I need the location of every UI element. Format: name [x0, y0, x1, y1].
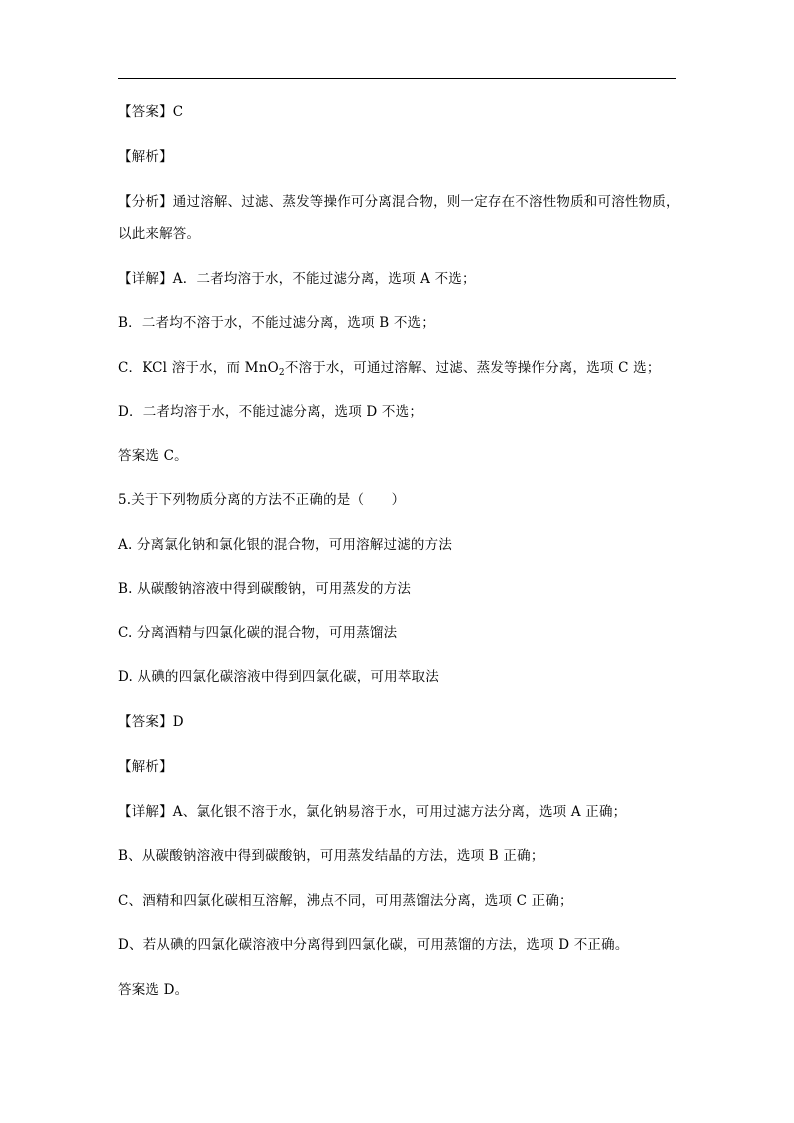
header-rule — [118, 78, 676, 79]
q5-detail-a: 【详解】A、氯化银不溶于水，氯化钠易溶于水，可用过滤方法分离，选项 A 正确； — [118, 804, 627, 820]
q5-analysis-heading: 【解析】 — [118, 759, 173, 775]
q4-detail-c — [118, 358, 678, 378]
q5-question: 5.关于下列物质分离的方法不正确的是（ ） — [118, 492, 406, 508]
q5-option-b: B. 从碳酸钠溶液中得到碳酸钠，可用蒸发的方法 — [118, 581, 412, 597]
q4-detail-c-subscript: 2 — [278, 368, 285, 378]
q4-analysis-line-2: 以此来解答。 — [118, 226, 201, 242]
q4-analysis-line-1: 【分析】通过溶解、过滤、蒸发等操作可分离混合物，则一定存在不溶性物质和可溶性物质， — [118, 194, 680, 210]
q4-detail-b: B．二者均不溶于水，不能过滤分离，选项 B 不选； — [118, 315, 435, 331]
q5-detail-d: D、若从碘的四氯化碳溶液中分离得到四氯化碳，可用蒸馏的方法，选项 D 不正确。 — [118, 937, 629, 953]
q4-answer: 【答案】C — [118, 104, 184, 120]
q4-detail-a: 【详解】A．二者均溶于水，不能过滤分离，选项 A 不选； — [118, 271, 476, 287]
q5-option-a: A. 分离氯化钠和氯化银的混合物，可用溶解过滤的方法 — [118, 537, 453, 553]
q4-detail-c-post: 不溶于水，可通过溶解、过滤、蒸发等操作分离，选项 C 选； — [284, 360, 661, 376]
q5-conclusion: 答案选 D。 — [118, 982, 189, 998]
q4-analysis-heading: 【解析】 — [118, 149, 173, 165]
q4-conclusion: 答案选 C。 — [118, 448, 188, 464]
q5-option-d: D. 从碘的四氯化碳溶液中得到四氯化碳，可用萃取法 — [118, 669, 439, 685]
q4-detail-d: D．二者均溶于水，不能过滤分离，选项 D 不选； — [118, 404, 424, 420]
q5-option-c: C. 分离酒精与四氯化碳的混合物，可用蒸馏法 — [118, 625, 398, 641]
q5-detail-b: B、从碳酸钠溶液中得到碳酸钠，可用蒸发结晶的方法，选项 B 正确； — [118, 848, 545, 864]
q5-answer: 【答案】D — [118, 714, 184, 730]
q4-detail-c-pre: C．KCl 溶于水，而 MnO — [118, 360, 279, 376]
q5-detail-c: C、酒精和四氯化碳相互溶解，沸点不同，可用蒸馏法分离，选项 C 正确； — [118, 893, 573, 909]
